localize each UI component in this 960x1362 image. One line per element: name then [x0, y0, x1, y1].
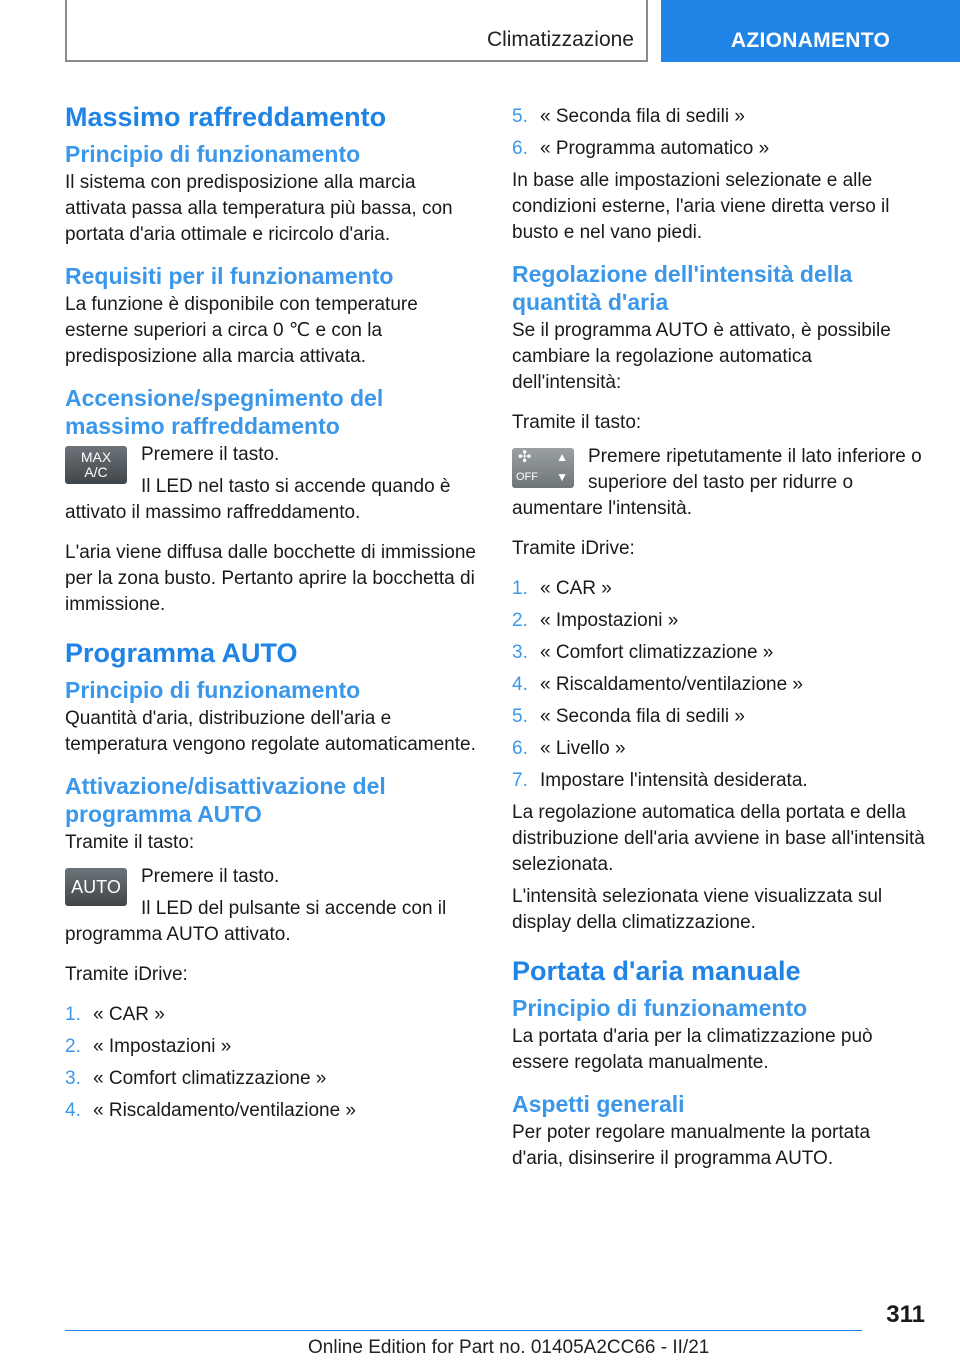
- heading-regolazione: Regolazione dell'intensità della quantità d'aria: [512, 261, 853, 315]
- text-principio-1: Il sistema con predisposizione alla marcia attivata passa alla temperatura più bassa, con portata d'aria ottimale e ricircolo d'aria.: [65, 172, 453, 245]
- list-item: 5. « Seconda fila di sedili »: [512, 706, 745, 727]
- text-led-2: Il LED del pulsante si accende con il programma AUTO attivato.: [65, 898, 447, 945]
- text-intensita: L'intensità selezionata viene visualizzata sul display della climatizzazione.: [512, 886, 883, 933]
- text-aspetti: Per poter regolare manualmente la portata d'aria, disinserire il programma AUTO.: [512, 1122, 871, 1169]
- max-ac-instruction: [65, 442, 479, 526]
- text-tramite-idrive-left: Tramite iDrive:: [65, 964, 188, 985]
- auto-button-icon: [65, 868, 127, 906]
- fan-icon: ✣: [518, 449, 532, 466]
- max-ac-button-icon: [65, 446, 127, 484]
- footer-divider: [65, 1330, 862, 1331]
- auto-icon-label: AUTO: [71, 877, 121, 897]
- list-item: 7. Impostare l'intensità desiderata.: [512, 770, 808, 791]
- text-tramite-tasto-left: Tramite il tasto:: [65, 832, 195, 853]
- heading-auto: Programma AUTO: [65, 638, 298, 668]
- left-steps-list: [65, 1002, 479, 1124]
- heading-requisiti: Requisiti per il funzionamento: [65, 263, 394, 289]
- left-column: [65, 100, 479, 1130]
- list-item: 3. « Comfort climatizzazione »: [65, 1068, 327, 1089]
- list-item: 5. « Seconda fila di sedili »: [512, 106, 745, 127]
- right-steps-cont-list: [512, 104, 926, 162]
- list-item: 6. « Livello »: [512, 738, 626, 759]
- footer-edition: Online Edition for Part no. 01405A2CC66 - II/21: [308, 1337, 710, 1358]
- heading-principio-1: Principio di funzionamento: [65, 141, 361, 167]
- list-item: 1. « CAR »: [512, 578, 612, 599]
- list-item: 4. « Riscaldamento/ventilazione »: [512, 674, 803, 695]
- heading-portata: Portata d'aria manuale: [512, 956, 801, 986]
- auto-instruction: [65, 864, 479, 948]
- max-ac-icon-label: MAX A/C: [80, 449, 112, 480]
- header-section: AZIONAMENTO: [730, 29, 891, 52]
- list-item: 2. « Impostazioni »: [512, 610, 679, 631]
- text-base: In base alle impostazioni selezionate e alle condizioni esterne, l'aria viene diretta verso il busto e nel vano piedi.: [512, 170, 890, 243]
- list-item: 4. « Riscaldamento/ventilazione »: [65, 1100, 356, 1121]
- fan-off-label: OFF: [516, 471, 538, 483]
- heading-accensione: Accensione/spegnimento del massimo raffreddamento: [65, 385, 384, 439]
- text-tramite-tasto-right: Tramite il tasto:: [512, 412, 642, 433]
- fan-button-icon: [512, 448, 574, 488]
- text-premere-right: Premere ripetutamente il lato inferiore o superiore del tasto per ridurre o aumentare l'intensità.: [512, 446, 922, 519]
- heading-principio-right: Principio di funzionamento: [512, 995, 808, 1021]
- list-item: 2. « Impostazioni »: [65, 1036, 232, 1057]
- list-item: 1. « CAR »: [65, 1004, 165, 1025]
- text-regolazione-auto: La regolazione automatica della portata e della distribuzione dell'aria avviene in base all'intensità selezionata.: [512, 802, 925, 875]
- text-se: Se il programma AUTO è attivato, è possibile cambiare la regolazione automatica dell'intensità:: [512, 320, 891, 393]
- text-led-1: Il LED nel tasto si accende quando è attivato il massimo raffreddamento.: [65, 476, 451, 523]
- heading-attivazione: Attivazione/disattivazione del programma AUTO: [65, 773, 386, 827]
- chevron-up-icon: ▲: [556, 450, 568, 464]
- right-steps-list: [512, 576, 926, 794]
- list-item: 3. « Comfort climatizzazione »: [512, 642, 774, 663]
- page-number: 311: [886, 1301, 925, 1328]
- header-chapter-box: [65, 0, 648, 62]
- text-premere-2: Premere il tasto.: [141, 866, 280, 887]
- text-premere-1: Premere il tasto.: [141, 444, 280, 465]
- heading-massimo: Massimo raffreddamento: [65, 102, 387, 132]
- list-item: 6. « Programma automatico »: [512, 138, 770, 159]
- text-principio-right: La portata d'aria per la climatizzazione può essere regolata manualmente.: [512, 1026, 873, 1073]
- heading-aspetti: Aspetti generali: [512, 1091, 685, 1117]
- text-principio-2: Quantità d'aria, distribuzione dell'aria e temperatura vengono regolate automaticamente.: [65, 708, 476, 755]
- heading-principio-2: Principio di funzionamento: [65, 677, 361, 703]
- text-aria: L'aria viene diffusa dalle bocchette di immissione per la zona busto. Pertanto aprire la bocchetta di immissione.: [65, 542, 476, 615]
- header-chapter: Climatizzazione: [486, 28, 634, 51]
- right-column: [512, 104, 926, 1186]
- fan-instruction: [512, 444, 926, 522]
- header-section-tab: [661, 0, 960, 62]
- text-requisiti: La funzione è disponibile con temperature esterne superiori a circa 0 ℃ e con la predisposizione alla marcia attivata.: [65, 294, 418, 367]
- text-tramite-idrive-right: Tramite iDrive:: [512, 538, 635, 559]
- chevron-down-icon: ▼: [556, 470, 568, 484]
